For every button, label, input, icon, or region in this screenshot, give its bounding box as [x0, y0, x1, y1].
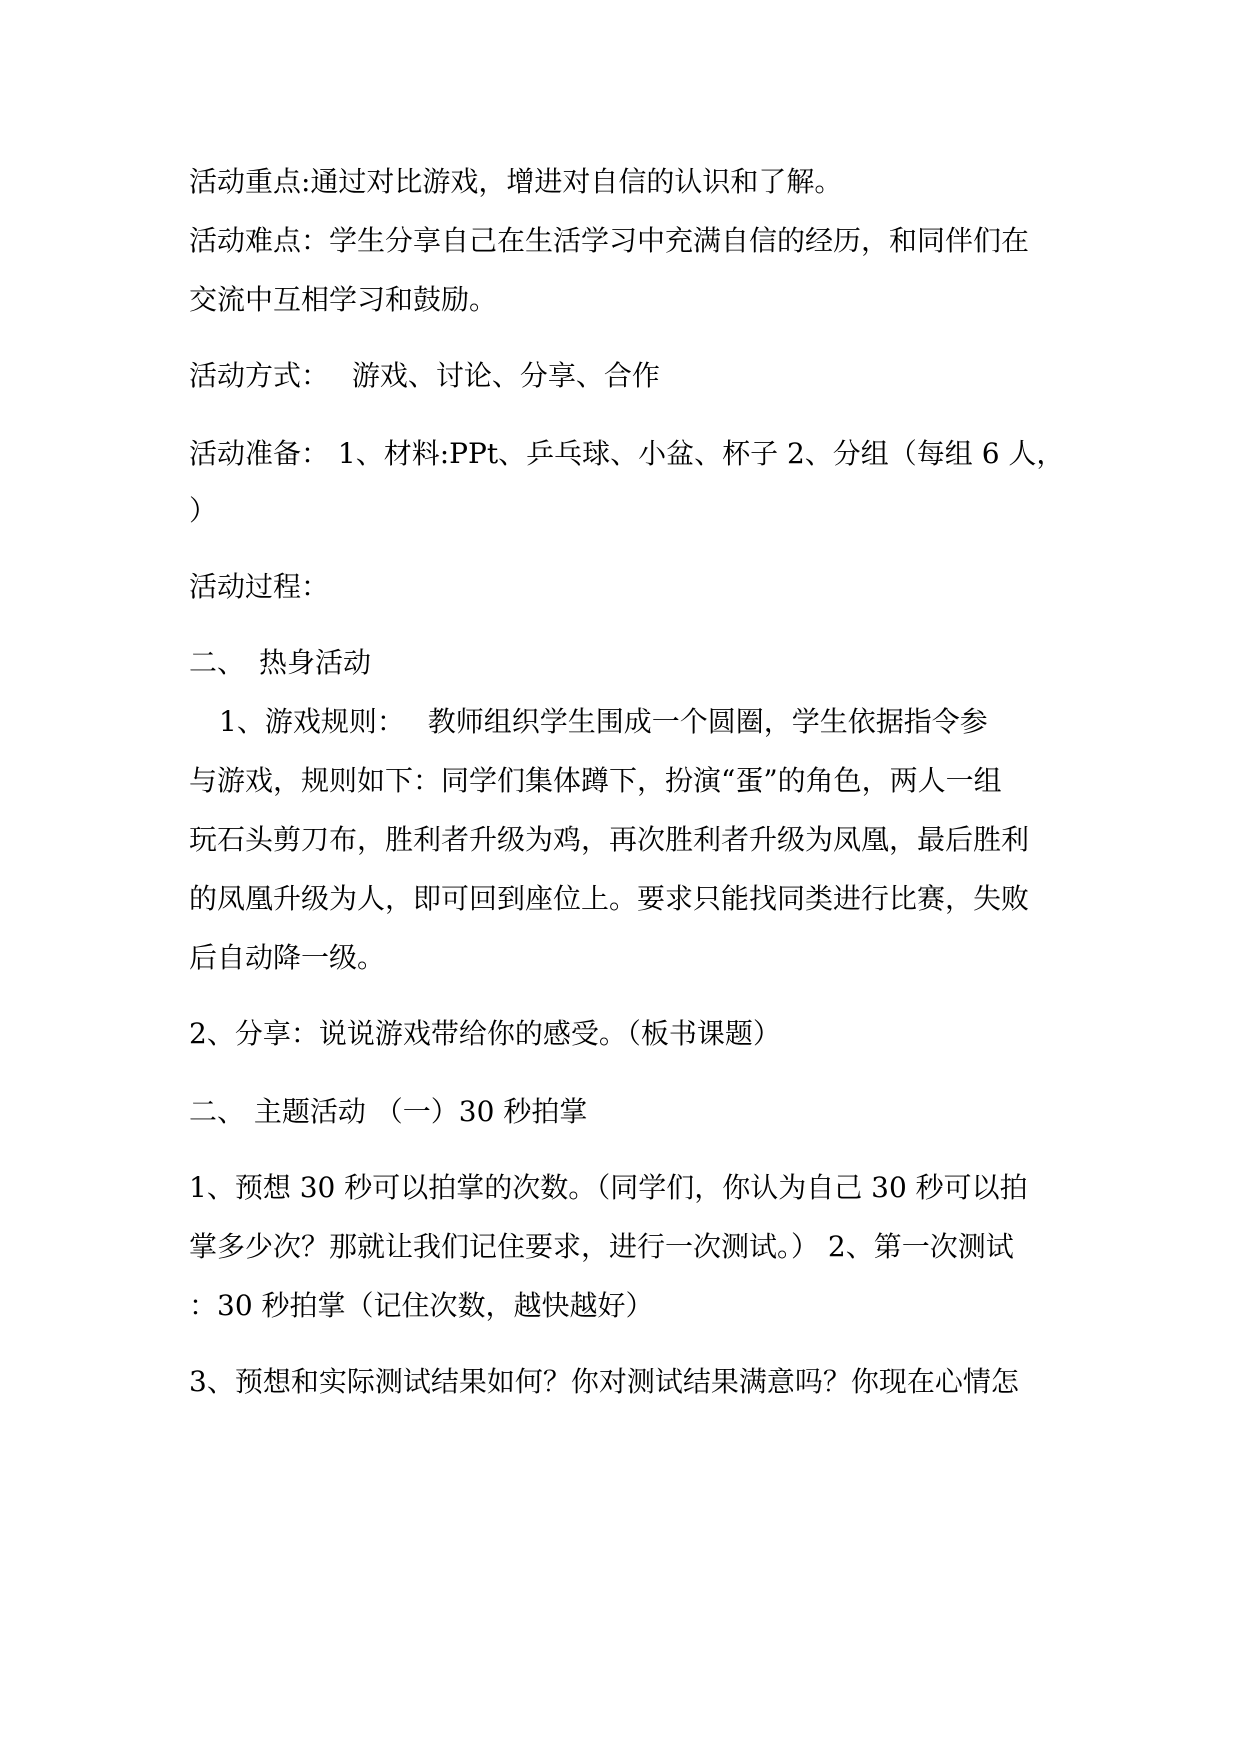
- game-rules-line: 1、游戏规则： 教师组织学生围成一个圆圈，学生依据指令参: [219, 705, 988, 738]
- result-question-line: 3、预想和实际测试结果如何？你对测试结果满意吗？你现在心情怎: [189, 1365, 1019, 1398]
- activity-process-heading: 活动过程：: [189, 570, 330, 603]
- activity-method-line: 活动方式： 游戏、讨论、分享、合作: [189, 359, 660, 392]
- activity-focus-line: 活动重点:通过对比游戏，增进对自信的认识和了解。: [189, 165, 843, 198]
- activity-preparation-line: 活动准备： 1、材料:PPt、乒乓球、小盆、杯子 2、分组（每组 6 人，: [189, 437, 1065, 470]
- clap-predict-line: 1、预想 30 秒可以拍掌的次数。（同学们，你认为自己 30 秒可以拍: [189, 1171, 1028, 1204]
- game-rules-line-cont-1: 与游戏，规则如下：同学们集体蹲下，扮演“蛋”的角色，两人一组: [189, 764, 1002, 797]
- share-line: 2、分享：说说游戏带给你的感受。（板书课题）: [189, 1017, 781, 1050]
- clap-predict-line-cont: 掌多少次？那就让我们记住要求，进行一次测试。） 2、第一次测试: [189, 1230, 1014, 1263]
- activity-preparation-line-cont: ）: [189, 494, 218, 527]
- section-theme-heading: 二、 主题活动 （一）30 秒拍掌: [189, 1095, 588, 1128]
- game-rules-line-cont-2: 玩石头剪刀布，胜利者升级为鸡，再次胜利者升级为凤凰，最后胜利: [189, 823, 1030, 856]
- game-rules-line-cont-3: 的凤凰升级为人，即可回到座位上。要求只能找同类进行比赛，失败: [189, 882, 1030, 915]
- activity-difficulty-line: 活动难点：学生分享自己在生活学习中充满自信的经历，和同伴们在: [189, 224, 1030, 257]
- clap-test-line: ：30 秒拍掌（记住次数，越快越好）: [189, 1289, 654, 1322]
- activity-difficulty-line-cont: 交流中互相学习和鼓励。: [189, 283, 498, 316]
- game-rules-line-cont-4: 后自动降一级。: [189, 941, 386, 974]
- section-warmup-heading: 二、 热身活动: [189, 646, 372, 679]
